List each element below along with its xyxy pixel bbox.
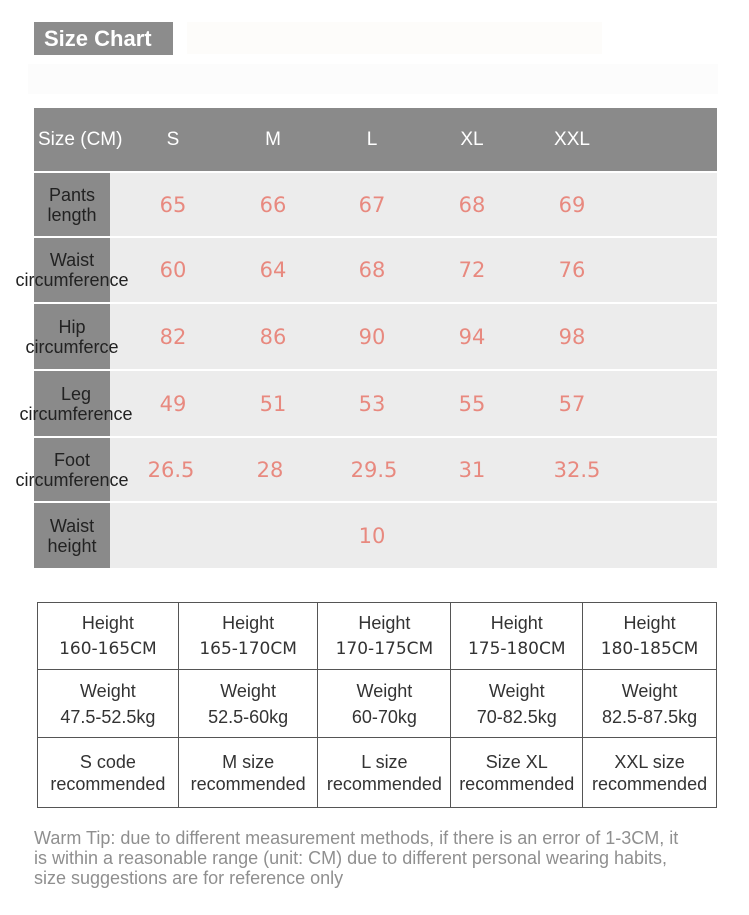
weight-cell: Weight 47.5-52.5kg: [38, 670, 179, 738]
size-header-s: S: [166, 129, 180, 150]
table-row: [38, 603, 717, 670]
cell-value: 51: [259, 391, 287, 416]
size-recommendation-cell: XXL size recommended: [583, 738, 717, 808]
height-cell: Height 180-185CM: [583, 603, 717, 670]
weight-cell: Weight 82.5-87.5kg: [583, 670, 717, 738]
cell-value: 94: [458, 324, 486, 349]
cell-value: 10: [358, 523, 386, 548]
table-row: [15, 438, 717, 501]
cell-value: 53: [358, 391, 386, 416]
cell-value: 55: [458, 391, 486, 416]
weight-cell: Weight 60-70kg: [318, 670, 451, 738]
size-header-xxl: XXL: [554, 129, 590, 150]
table-row: [15, 238, 717, 302]
cell-value: 90: [358, 324, 386, 349]
row-label-foot-circumference: Foot circumference: [15, 449, 129, 490]
height-cell: Height 160-165CM: [38, 603, 179, 670]
cell-value: 60: [159, 258, 187, 282]
table-row: [25, 304, 717, 369]
size-recommendation-cell: M size recommended: [178, 738, 318, 808]
weight-cell: Weight 52.5-60kg: [178, 670, 318, 738]
cell-value: 32.5: [553, 457, 601, 482]
row-label-waist-height: Waist height: [47, 515, 97, 556]
size-header-m: M: [265, 129, 281, 150]
height-cell: Height 165-170CM: [178, 603, 318, 670]
size-recommendation-cell: L size recommended: [318, 738, 451, 808]
cell-value: 82: [159, 324, 187, 349]
size-recommendation-cell: Size XL recommended: [451, 738, 583, 808]
weight-cell: Weight 70-82.5kg: [451, 670, 583, 738]
cell-value: 66: [259, 192, 287, 217]
cell-value: 98: [558, 324, 586, 349]
cell-value: [442, 503, 502, 568]
cell-value: 65: [159, 192, 187, 217]
row-label-leg-circumference: Leg circumference: [19, 383, 133, 424]
row-label-hip-circumference: Hip circumferce: [25, 316, 119, 357]
cell-value: 76: [558, 258, 586, 282]
cell-value: [243, 503, 303, 568]
table-row: [38, 738, 717, 808]
cell-value: [143, 503, 203, 568]
cell-value: 67: [358, 192, 386, 217]
cell-value: 26.5: [147, 457, 195, 482]
height-cell: Height 170-175CM: [318, 603, 451, 670]
table-row: [38, 670, 717, 738]
cell-value: 72: [458, 258, 486, 282]
size-header-xl: XL: [460, 129, 484, 150]
size-recommendation-table: [37, 602, 717, 808]
cell-value: 31: [458, 457, 486, 482]
faint-banner-2: [28, 64, 718, 94]
row-label-pants-length: Pants length: [47, 184, 97, 225]
cell-value: 64: [259, 258, 287, 282]
faint-banner: [187, 22, 602, 54]
table-row: [34, 503, 717, 568]
table-row: [34, 173, 717, 236]
size-chart-title: Size Chart: [34, 22, 173, 55]
size-table-header: [34, 108, 717, 171]
cell-value: 68: [358, 258, 386, 282]
row-label-waist-circumference: Waist circumference: [15, 250, 129, 290]
cell-value: [542, 503, 602, 568]
cell-value: 68: [458, 192, 486, 217]
cell-value: 29.5: [350, 457, 398, 482]
size-header-label: Size (CM): [38, 129, 123, 150]
cell-value: 49: [159, 391, 187, 416]
size-header-l: L: [366, 129, 378, 150]
size-recommendation-cell: S code recommended: [38, 738, 179, 808]
cell-value: 28: [256, 457, 284, 482]
table-row: [19, 371, 717, 436]
cell-value: 86: [259, 324, 287, 349]
warm-tip: Warm Tip: due to different measurement methods, if there is an error of 1-3CM, it is within a reasonable range (unit: CM) due to different personal wearing habits, size suggestions are for reference only: [34, 828, 679, 888]
height-cell: Height 175-180CM: [451, 603, 583, 670]
cell-value: 69: [558, 192, 586, 217]
cell-value: 57: [558, 391, 586, 416]
